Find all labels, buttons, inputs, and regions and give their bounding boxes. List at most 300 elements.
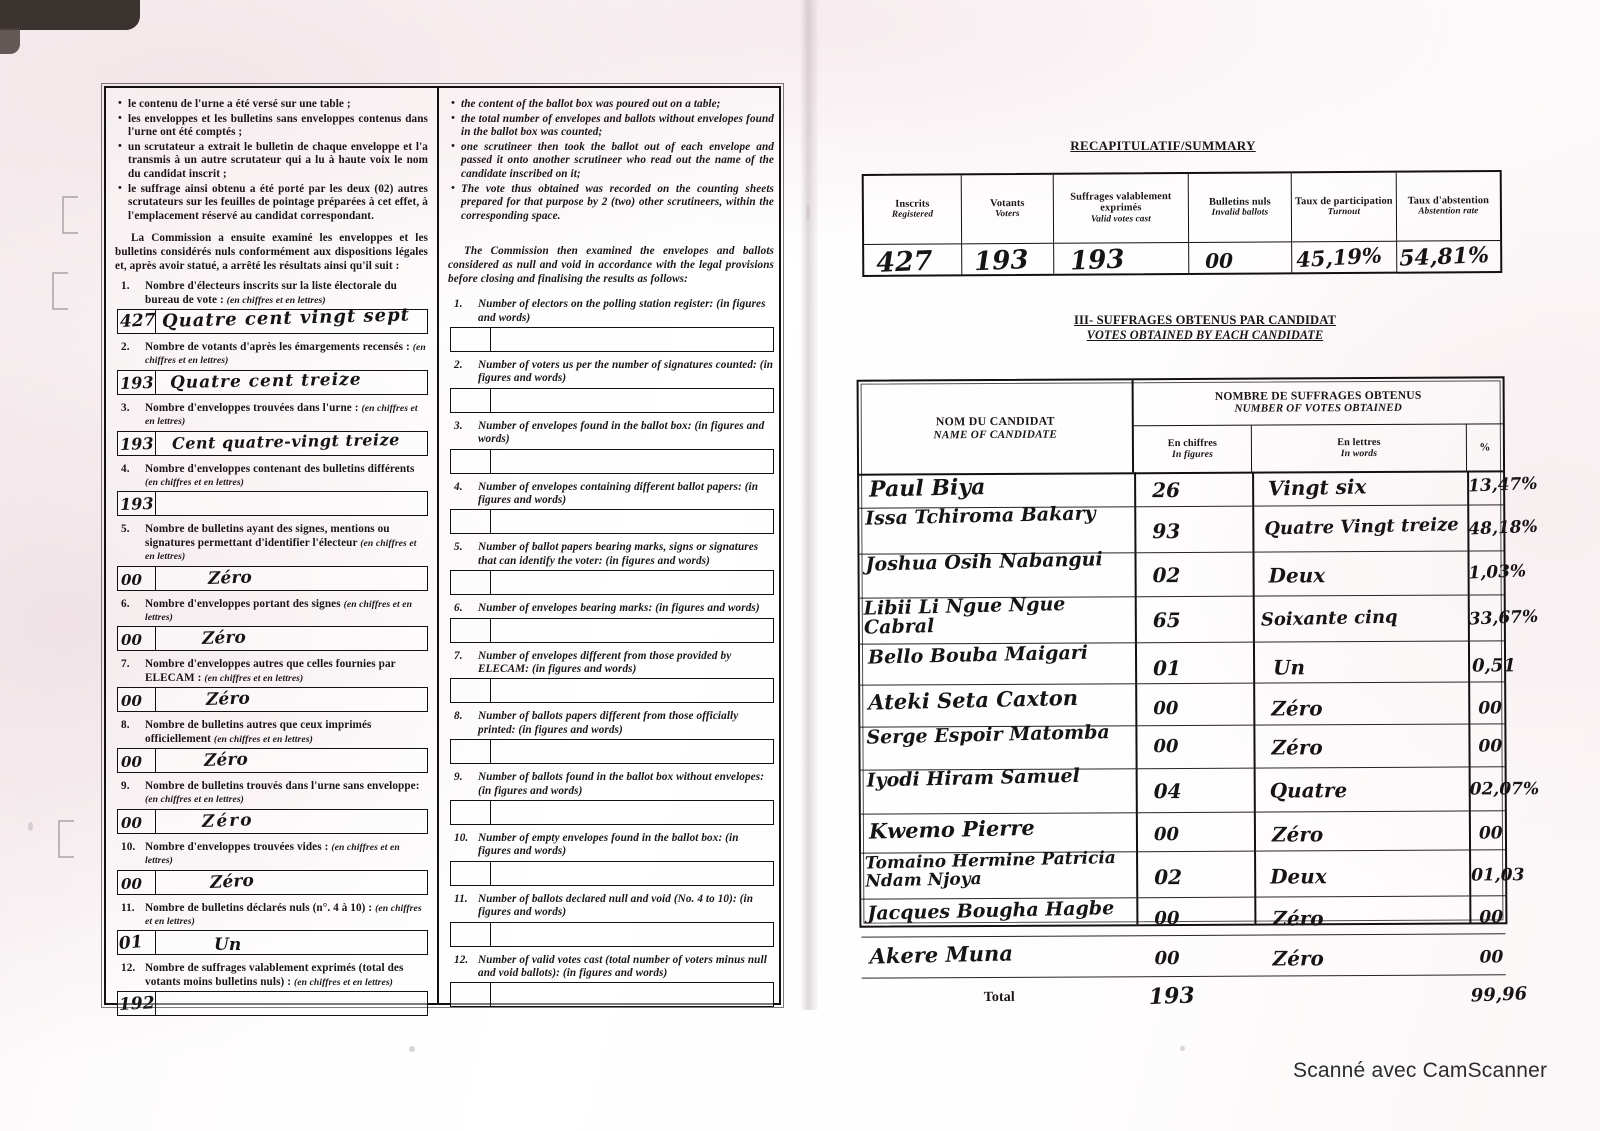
cell-candidate-name[interactable] (861, 764, 1136, 813)
cell-percent[interactable] (1468, 641, 1516, 681)
words-cell[interactable] (491, 801, 773, 824)
handwritten-percent: 00 (1479, 907, 1504, 928)
handwritten-percent: 02,07% (1469, 779, 1540, 800)
handwritten-percent: 01,03 (1471, 865, 1525, 886)
handwritten-words: Deux (1268, 563, 1326, 588)
words-cell[interactable] (491, 450, 773, 473)
item-number: 12. (454, 953, 469, 966)
form-item-en-5 (448, 541, 774, 595)
cell-words[interactable] (1253, 683, 1468, 725)
english-numbered-items (448, 298, 774, 1007)
handwritten-name: Libii Li Ngue Ngue Cabral (863, 593, 1066, 639)
handwritten-figures: 93 (1152, 519, 1181, 544)
answer-box-2[interactable] (117, 370, 428, 395)
handwritten-words: Zéro (201, 627, 247, 650)
binder-hole-mark (58, 820, 74, 858)
item-label: Number of ballots found in the ballot box without envelopes: (in figures and words) (478, 771, 765, 797)
item-label: Nombre d'enveloppes portant des signes (en chiffres et en lettres) (145, 597, 413, 623)
item-label: Nombre de bulletins ayant des signes, mentions ou signatures permettant d'identifier l'électeur (en chiffres et en lettres) (145, 523, 417, 563)
handwritten-name: Ateki Seta Caxton (867, 684, 1079, 715)
answer-box-10[interactable] (117, 870, 428, 895)
cell-total-figures[interactable] (1137, 977, 1255, 1018)
handwritten-words: Deux (1270, 864, 1327, 889)
answer-box-en-3[interactable] (450, 449, 774, 474)
figures-cell[interactable] (118, 931, 156, 954)
cell-figures[interactable] (1134, 553, 1252, 597)
header-name-en: NAME OF CANDIDATE (933, 428, 1058, 441)
figures-cell[interactable] (451, 328, 491, 351)
answer-box-3[interactable] (117, 431, 428, 456)
cell-candidate-name[interactable] (859, 502, 1134, 553)
handwritten-figures: 26 (1152, 478, 1181, 503)
french-bullet: • le contenu de l'urne a été versé sur une table ; (117, 98, 428, 112)
handwritten-name: Joshua Osih Nabangui (865, 548, 1103, 576)
item-label: Nombre de bulletins autres que ceux imprimés officiellement (en chiffres et en lettres) (145, 719, 372, 745)
header-percent (1467, 424, 1503, 470)
summary-value-cell[interactable] (962, 244, 1053, 278)
handwritten-figure: 193 (119, 433, 155, 454)
cell-candidate-name[interactable] (861, 898, 1136, 936)
handwritten-words: Quatre (1269, 778, 1348, 803)
cell-words[interactable] (1253, 596, 1468, 642)
cell-words[interactable] (1254, 812, 1469, 851)
table-row[interactable] (859, 548, 1527, 598)
handwritten-total-figures: 193 (1148, 982, 1196, 1011)
header-figures-en: In figures (1171, 448, 1213, 461)
handwritten-words: Un (1273, 655, 1306, 680)
item-label: Number of ballot papers bearing marks, signs or signatures that can identify the voter: (in figures and words) (478, 541, 759, 567)
handwritten-name: Tomaino Hermine Patricia Ndam Njoya (864, 847, 1117, 892)
handwritten-percent: 00 (1478, 823, 1503, 844)
answer-box-en-7[interactable] (450, 678, 774, 703)
cell-percent[interactable] (1469, 767, 1540, 810)
figures-cell[interactable] (451, 679, 491, 702)
handwritten-name: Iyodi Hiram Samuel (866, 764, 1081, 792)
summary-header (962, 175, 1053, 245)
handwritten-name: Paul Biya (868, 474, 986, 503)
item-number: 8. (454, 710, 463, 723)
words-cell[interactable] (156, 371, 427, 394)
form-item-10 (115, 841, 428, 895)
table-row-total (862, 975, 1528, 1018)
answer-box-12[interactable] (117, 991, 428, 1016)
scanner-clamp-shadow-secondary (0, 28, 20, 54)
cell-candidate-name[interactable] (860, 643, 1135, 684)
words-cell[interactable] (491, 571, 773, 594)
form-item-en-10 (448, 832, 774, 886)
summary-header (864, 175, 961, 245)
cell-figures[interactable] (1136, 769, 1254, 813)
summary-value-cell[interactable] (1292, 242, 1396, 273)
item-label: Nombre d'enveloppes trouvées vides : (en chiffres et en lettres) (145, 840, 400, 867)
table-row[interactable] (859, 470, 1538, 508)
words-cell[interactable] (491, 619, 773, 642)
table-row[interactable] (861, 896, 1505, 937)
answer-box-en-5[interactable] (450, 570, 774, 595)
figures-cell[interactable] (451, 983, 491, 1006)
item-label: Nombre d'électeurs inscrits sur la liste électorale du bureau de vote : (en chiffres et en lettres) (145, 280, 397, 306)
figures-cell[interactable] (118, 310, 156, 333)
figures-cell[interactable] (118, 992, 156, 1015)
answer-box-en-1[interactable] (450, 327, 774, 352)
summary-header-fr: Suffrages valablement exprimés (1070, 190, 1172, 214)
answer-box-en-8[interactable] (450, 739, 774, 764)
item-number: 1. (454, 298, 463, 311)
item-number: 9. (121, 780, 130, 793)
words-cell[interactable] (491, 740, 773, 763)
form-item-en-7 (448, 650, 774, 704)
summary-header (1292, 173, 1396, 243)
figures-cell[interactable] (118, 432, 156, 455)
cell-figures[interactable] (1135, 643, 1253, 684)
handwritten-value: 193 (973, 245, 1030, 278)
handwritten-figure: 00 (121, 813, 143, 832)
summary-header-en: Registered (891, 209, 934, 220)
answer-box-en-2[interactable] (450, 388, 774, 413)
header-votes-en: NUMBER OF VOTES OBTAINED (1234, 401, 1403, 415)
header-votes-fr: NOMBRE DE SUFFRAGES OBTENUS (1214, 388, 1422, 403)
summary-column-turnout (1292, 173, 1398, 273)
handwritten-figures: 04 (1153, 779, 1182, 804)
cell-candidate-name[interactable] (861, 813, 1136, 852)
item-label: Number of empty envelopes found in the ballot box: (in figures and words) (478, 832, 739, 858)
handwritten-figures: 02 (1154, 865, 1183, 890)
handwritten-percent: 0,51 (1472, 655, 1516, 677)
english-bullet: • the content of the ballot box was poured out on a table; (450, 98, 774, 112)
header-votes-obtained (1134, 378, 1503, 426)
table-row[interactable] (860, 593, 1539, 644)
table-row[interactable] (859, 502, 1539, 554)
cell-figures[interactable] (1135, 597, 1253, 643)
header-words-fr: En lettres (1337, 436, 1381, 449)
figures-cell[interactable] (451, 740, 491, 763)
cell-words[interactable] (1252, 471, 1467, 506)
form-item-8 (115, 719, 428, 773)
handwritten-name: Akere Muna (869, 940, 1014, 969)
handwritten-percent: 33,67% (1468, 606, 1539, 630)
french-column (106, 88, 439, 1016)
figures-cell[interactable] (451, 450, 491, 473)
handwritten-figures: 00 (1154, 908, 1180, 930)
handwritten-words: Vingt six (1267, 474, 1367, 501)
handwritten-figure: 427 (119, 310, 157, 332)
votes-table-header (859, 378, 1503, 475)
cell-words[interactable] (1252, 506, 1467, 552)
french-bullet: • le suffrage ainsi obtenu a été porté par les deux (02) autres scrutateurs sur les feuilles de pointage préparées à cet effet, à l'emplacement réservé au candidat correspondant. (117, 183, 428, 224)
votes-section-title (1000, 313, 1410, 343)
figures-cell[interactable] (451, 389, 491, 412)
answer-box-6[interactable] (117, 626, 428, 651)
form-item-1 (115, 280, 428, 334)
table-row[interactable] (861, 847, 1525, 899)
total-label: Total (983, 989, 1015, 1006)
summary-header (1397, 172, 1500, 242)
header-percent-symbol: % (1479, 441, 1491, 454)
item-number: 5. (454, 541, 463, 554)
scan-speck (28, 822, 33, 831)
answer-box-en-9[interactable] (450, 800, 774, 825)
handwritten-words: Zéro (207, 567, 253, 589)
summary-header-en: Abstention rate (1418, 206, 1479, 217)
answer-box-5[interactable] (117, 566, 428, 591)
cell-candidate-name[interactable] (861, 847, 1136, 898)
answer-box-1[interactable] (117, 304, 428, 334)
item-label: Nombre d'enveloppes autres que celles fournies par ELECAM : (en chiffres et en lettres) (145, 658, 396, 684)
handwritten-words: Quatre cent vingt sept (161, 304, 411, 332)
handwritten-words: Soixante cinq (1260, 606, 1398, 631)
words-cell[interactable] (491, 983, 773, 1006)
handwritten-percent: 48,18% (1467, 516, 1539, 540)
handwritten-name: Jacques Bougha Hagbe (867, 897, 1115, 925)
handwritten-words: Zéro (1271, 822, 1324, 847)
answer-box-en-4[interactable] (450, 509, 774, 534)
words-cell[interactable] (491, 679, 773, 702)
form-item-en-11 (448, 893, 774, 947)
figures-cell[interactable] (451, 571, 491, 594)
cell-percent[interactable] (1469, 811, 1505, 849)
cell-percent[interactable] (1469, 850, 1525, 895)
item-label: Nombre de bulletins trouvés dans l'urne sans enveloppe: (en chiffres et en lettres) (145, 780, 420, 806)
handwritten-percent: 00 (1478, 698, 1503, 719)
answer-box-11[interactable] (117, 930, 428, 955)
item-label: Number of ballots declared null and void (No. 4 to 10): (in figures and words) (478, 892, 754, 919)
answer-box-en-6[interactable] (450, 618, 774, 643)
words-cell[interactable] (491, 389, 773, 412)
scan-speck (1180, 1046, 1185, 1051)
cell-words[interactable] (1252, 552, 1467, 596)
figures-cell[interactable] (118, 492, 156, 515)
cell-percent[interactable] (1468, 682, 1504, 723)
handwritten-figure: 00 (121, 692, 143, 711)
form-item-en-4 (448, 481, 774, 535)
table-row[interactable] (860, 721, 1504, 770)
handwritten-figure: 01 (118, 932, 144, 955)
figures-cell[interactable] (451, 923, 491, 946)
answer-box-en-11[interactable] (450, 922, 774, 947)
minutes-form-block (104, 86, 781, 1016)
cell-percent[interactable] (1467, 470, 1538, 504)
cell-candidate-name[interactable] (861, 936, 1136, 977)
item-number: 5. (121, 523, 130, 536)
table-row[interactable] (861, 811, 1505, 853)
cell-figures[interactable] (1135, 726, 1253, 769)
cell-figures[interactable] (1136, 898, 1254, 936)
words-cell[interactable] (156, 871, 427, 894)
summary-column-valid-votes (1054, 174, 1190, 277)
cell-total-words[interactable] (1255, 975, 1470, 1016)
header-in-figures (1134, 426, 1252, 473)
form-item-9 (115, 780, 428, 834)
cell-candidate-name[interactable] (859, 548, 1134, 597)
figures-cell[interactable] (118, 567, 156, 590)
handwritten-figure: 192 (118, 993, 156, 1016)
summary-value-cell[interactable] (1397, 241, 1500, 272)
table-row[interactable] (861, 764, 1540, 814)
form-item-en-1 (448, 298, 774, 352)
figures-cell[interactable] (118, 688, 156, 711)
handwritten-value: 54,81% (1398, 242, 1490, 272)
cell-words[interactable] (1254, 850, 1469, 896)
summary-header-fr: Inscrits (895, 198, 930, 210)
votes-table-body (859, 470, 1540, 1011)
cell-candidate-name[interactable] (860, 721, 1135, 769)
words-cell[interactable] (491, 862, 773, 885)
cell-percent[interactable] (1468, 595, 1539, 640)
handwritten-words: Zéro (201, 810, 254, 832)
summary-header (1054, 174, 1188, 244)
words-cell[interactable] (156, 492, 427, 515)
summary-header-en: Turnout (1327, 206, 1361, 218)
item-number: 6. (121, 597, 130, 610)
item-label: Number of envelopes containing different ballot papers: (in figures and words) (478, 480, 759, 506)
handwritten-words: Zéro (1272, 946, 1324, 971)
figures-cell[interactable] (118, 371, 156, 394)
cell-percent[interactable] (1468, 724, 1504, 766)
handwritten-figure: 00 (121, 570, 143, 589)
cell-words[interactable] (1254, 768, 1469, 812)
summary-column-registered (864, 175, 963, 279)
answer-box-4[interactable] (117, 491, 428, 516)
summary-value-cell[interactable] (864, 244, 961, 279)
form-item-6 (115, 598, 428, 652)
form-item-11 (115, 902, 428, 956)
cell-words[interactable] (1254, 896, 1469, 934)
header-words-en: In words (1340, 447, 1378, 460)
table-row[interactable] (860, 641, 1516, 685)
cell-percent[interactable] (1469, 896, 1505, 933)
handwritten-figure: 00 (121, 753, 143, 772)
item-label: Number of electors on the polling station register: (in figures and words) (478, 298, 766, 324)
summary-column-invalid-ballots (1189, 173, 1293, 273)
handwritten-figure: 00 (121, 631, 143, 650)
handwritten-name: Kwemo Pierre (868, 814, 1036, 844)
header-in-words (1252, 425, 1467, 472)
handwritten-value: 45,19% (1295, 242, 1383, 273)
handwritten-words: Cent quatre-vingt treize (171, 429, 400, 453)
answer-box-9[interactable] (117, 809, 428, 834)
item-label: Nombre de suffrages valablement exprimés (total des votants moins bulletins nuls) : (en chiffres et en lettres) (145, 962, 404, 988)
item-label: Nombre d'enveloppes contenant des bulletins différents (en chiffres et en lettres) (145, 462, 415, 488)
item-number: 3. (454, 419, 463, 432)
header-figures-fr: En chiffres (1167, 437, 1218, 450)
votes-title-en: VOTES OBTAINED BY EACH CANDIDATE (1086, 328, 1324, 342)
item-number: 7. (454, 649, 463, 662)
summary-header-fr: Taux de participation (1295, 195, 1393, 207)
item-number: 7. (121, 658, 130, 671)
figures-cell[interactable] (118, 627, 156, 650)
form-item-en-8 (448, 710, 774, 764)
table-row[interactable] (860, 682, 1504, 727)
binder-hole-mark (52, 272, 68, 310)
answer-box-en-12[interactable] (450, 982, 774, 1007)
form-item-7 (115, 658, 428, 712)
handwritten-figures: 00 (1153, 736, 1179, 758)
handwritten-figures: 00 (1154, 948, 1180, 970)
item-label: Number of voters us per the number of signatures counted: (in figures and words) (478, 358, 774, 385)
summary-value-cell[interactable] (1189, 242, 1291, 273)
handwritten-percent: 00 (1478, 736, 1503, 757)
words-cell[interactable] (156, 931, 427, 954)
cell-figures[interactable] (1136, 813, 1254, 852)
item-number: 2. (121, 340, 130, 353)
words-cell[interactable] (156, 749, 427, 772)
handwritten-total-percent: 99,96 (1470, 983, 1528, 1007)
table-row[interactable] (861, 934, 1505, 978)
cell-words[interactable] (1253, 725, 1468, 768)
item-number: 6. (454, 602, 463, 615)
form-item-en-9 (448, 771, 774, 825)
answer-box-8[interactable] (117, 748, 428, 773)
handwritten-words: Zéro (203, 749, 249, 772)
figures-cell[interactable] (451, 862, 491, 885)
figures-cell[interactable] (118, 871, 156, 894)
figures-cell[interactable] (451, 510, 491, 533)
figures-cell[interactable] (118, 810, 156, 833)
cell-figures[interactable] (1134, 472, 1252, 507)
cell-figures[interactable] (1135, 684, 1253, 726)
words-cell[interactable] (491, 510, 773, 533)
cell-candidate-name[interactable] (860, 593, 1135, 643)
summary-header-en: Voters (995, 208, 1020, 220)
votes-title-fr: III- SUFFRAGES OBTENUS PAR CANDIDAT (1074, 313, 1336, 327)
cell-percent[interactable] (1467, 505, 1539, 550)
form-item-3 (115, 402, 428, 456)
handwritten-name: Issa Tchiroma Bakary (865, 502, 1096, 530)
handwritten-name: Bello Bouba Maigari (867, 641, 1089, 669)
english-paragraph: The Commission then examined the envelopes and ballots considered as null and void in accordance with the legal provisions before closing and finalising the results as follows: (448, 245, 774, 285)
figures-cell[interactable] (451, 619, 491, 642)
cell-total-percent[interactable] (1470, 975, 1528, 1015)
english-bullet-list (450, 98, 774, 223)
words-cell[interactable] (156, 992, 427, 1015)
answer-box-en-10[interactable] (450, 861, 774, 886)
words-cell[interactable] (491, 328, 773, 351)
cell-words[interactable] (1254, 934, 1469, 975)
cell-candidate-name[interactable] (860, 684, 1135, 726)
english-bullet: • The vote thus obtained was recorded on the counting sheets prepared for that purpose by 2 (two) other scrutineers, within the corresponding space. (450, 183, 774, 224)
figures-cell[interactable] (118, 749, 156, 772)
cell-figures[interactable] (1136, 852, 1254, 898)
cell-percent[interactable] (1467, 551, 1527, 594)
cell-figures[interactable] (1136, 936, 1254, 977)
answer-box-7[interactable] (117, 687, 428, 712)
words-cell[interactable] (156, 304, 427, 333)
item-label: Number of ballots papers different from those officially printed: (in figures and words) (478, 710, 739, 736)
words-cell[interactable] (156, 688, 427, 711)
page-fold-shadow (800, 0, 818, 1010)
words-cell[interactable] (491, 923, 773, 946)
summary-value-cell[interactable] (1054, 243, 1188, 277)
item-number: 10. (454, 832, 469, 845)
item-number: 9. (454, 771, 463, 784)
cell-words[interactable] (1253, 642, 1468, 683)
words-cell[interactable] (156, 810, 427, 833)
cell-figures[interactable] (1134, 507, 1252, 553)
binder-hole-mark (62, 196, 78, 234)
scanner-clamp-shadow (0, 0, 140, 30)
words-cell[interactable] (156, 627, 427, 650)
form-item-en-3 (448, 420, 774, 474)
english-bullet: • one scrutineer then took the ballot out of each envelope and passed it onto another scrutineer who read out the name of the candidate inscribed on it; (450, 141, 774, 182)
handwritten-value: 193 (1069, 244, 1126, 277)
words-cell[interactable] (156, 567, 427, 590)
item-label: Number of envelopes found in the ballot box: (in figures and words) (478, 419, 765, 446)
words-cell[interactable] (156, 429, 427, 455)
cell-percent[interactable] (1469, 934, 1505, 974)
summary-column-voters (962, 175, 1055, 278)
figures-cell[interactable] (451, 801, 491, 824)
summary-table (862, 170, 1503, 277)
